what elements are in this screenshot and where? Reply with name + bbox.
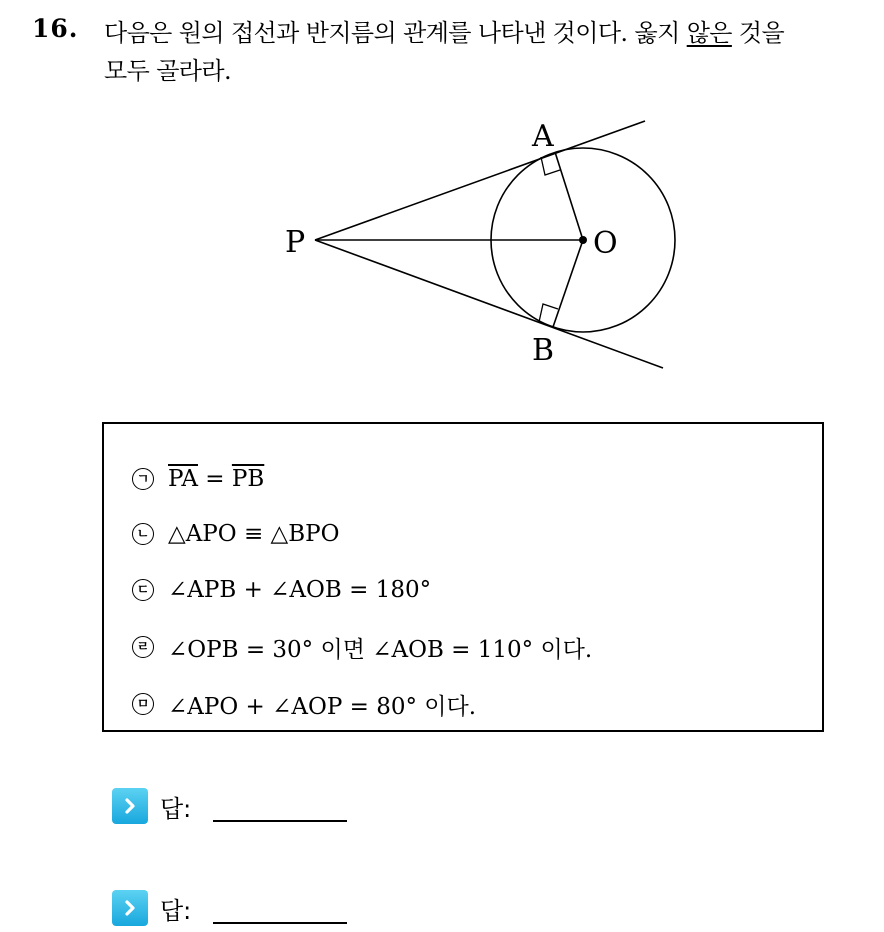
answer-row-2 — [112, 890, 347, 926]
segment-pa: $\overline{PA}$ — [168, 466, 198, 492]
answer-label: 답: — [160, 896, 192, 925]
emphasis-not: 않은 — [686, 19, 732, 47]
answer-blank-2[interactable] — [213, 922, 347, 924]
question-line-2: 모두 골라라. — [104, 57, 231, 85]
choices-box — [102, 422, 824, 732]
center-point-o — [579, 236, 587, 244]
radius-ob — [553, 240, 583, 327]
choice-marker: ㄱ — [132, 468, 154, 490]
segment-pb: $\overline{PB}$ — [231, 466, 265, 492]
choice-marker: ㄴ — [132, 523, 154, 545]
choice-text: ∠OPB = 30° 이면 ∠AOB = 110° 이다. — [168, 636, 593, 663]
tangent-line-pa — [315, 121, 645, 240]
choice-4 — [132, 629, 592, 665]
label-a: A — [532, 119, 554, 154]
choice-1 — [132, 461, 264, 497]
radius-oa — [555, 152, 583, 240]
choice-3 — [132, 572, 431, 608]
answer-label: 답: — [160, 794, 192, 823]
equals-sign: = — [197, 466, 232, 492]
tangent-circle-figure — [0, 0, 884, 420]
question-line-1: 다음은 원의 접선과 반지름의 관계를 나타낸 것이다. 옳지 않은 것을 — [104, 19, 785, 47]
choice-text: △APO ≡ △BPO — [168, 521, 340, 547]
answer-blank-1[interactable] — [213, 820, 347, 822]
label-p: P — [285, 225, 306, 260]
choice-text: ∠APO + ∠AOP = 80° 이다. — [168, 693, 477, 720]
choice-marker: ㄹ — [132, 636, 154, 658]
chevron-right-icon — [112, 890, 148, 926]
label-o: O — [593, 226, 618, 261]
choice-5 — [132, 686, 476, 722]
choice-marker: ㄷ — [132, 579, 154, 601]
choice-2 — [132, 516, 339, 552]
question-number: 16. — [32, 14, 79, 43]
choice-marker: ㅁ — [132, 693, 154, 715]
label-b: B — [532, 333, 555, 368]
choice-text: ∠APB + ∠AOB = 180° — [168, 577, 432, 603]
chevron-right-icon — [112, 788, 148, 824]
answer-row-1 — [112, 788, 347, 824]
